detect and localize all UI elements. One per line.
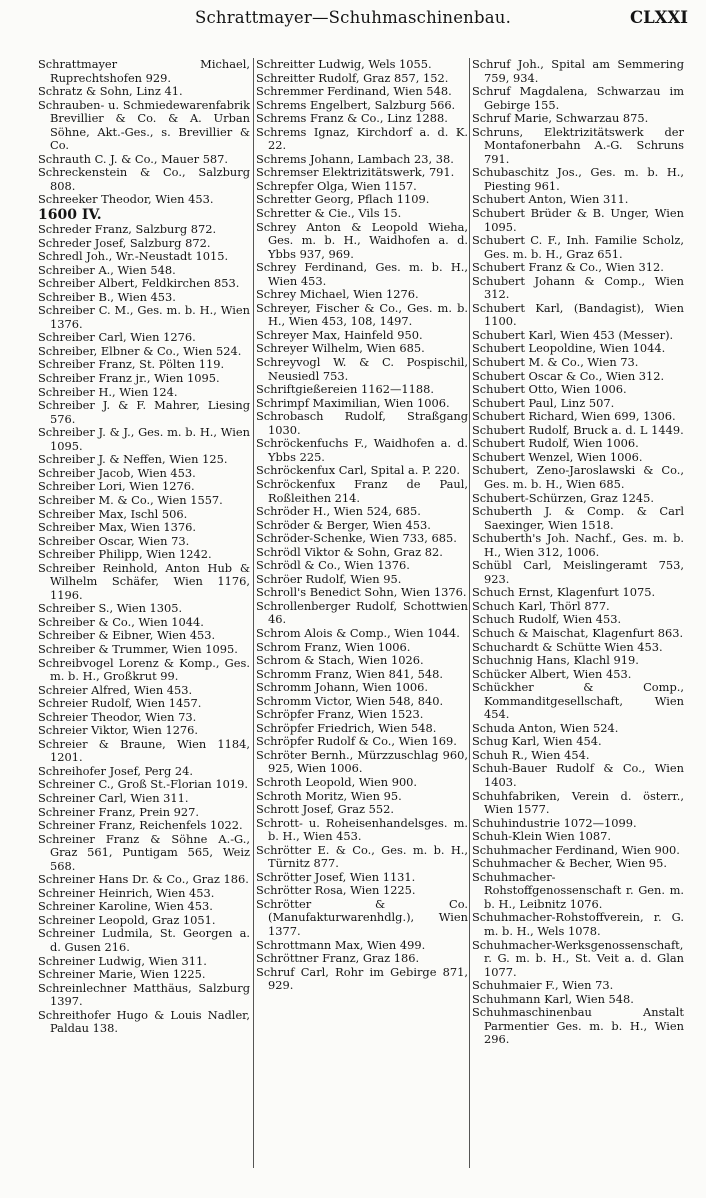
directory-entry: Schröter Bernh., Mürzzuschlag 960, 925, Wien 1006.: [256, 747, 468, 776]
directory-entry: Schubert Paul, Linz 507.: [472, 395, 615, 410]
directory-entry: Schücker Albert, Wien 453.: [472, 666, 632, 681]
directory-entry: Schruf Carl, Rohr im Gebirge 871, 929.: [256, 964, 468, 993]
directory-entry: Schroth Leopold, Wien 900.: [256, 774, 418, 789]
directory-entry: Schrötter E. & Co., Ges. m. b. H., Türnitz 877.: [256, 842, 468, 871]
directory-entry: Schreiber, Elbner & Co., Wien 524.: [38, 343, 242, 358]
directory-entry: Schrom Alois & Comp., Wien 1044.: [256, 625, 460, 640]
directory-entry: Schreiber Reinhold, Anton Hub & Wilhelm Schäfer, Wien 1176, 1196.: [38, 560, 250, 602]
directory-entry: Schrottmann Max, Wien 499.: [256, 937, 426, 952]
directory-entry: Schreiber Jacob, Wien 453.: [38, 465, 196, 480]
directory-entry: Schrems Johann, Lambach 23, 38.: [256, 151, 454, 166]
directory-entry: Schuch Karl, Thörl 877.: [472, 598, 610, 613]
directory-entry: Schubert Rudolf, Bruck a. d. L 1449.: [472, 422, 684, 437]
directory-entry: Schuhmacher-Rohstoffverein, r. G. m. b. H., Wels 1078.: [472, 910, 684, 938]
directory-entry: Schubert Rudolf, Wien 1006.: [472, 436, 639, 451]
directory-entry: Schreiber Carl, Wien 1276.: [38, 330, 196, 345]
directory-entry: Schrott- u. Roheisenhandelsges. m. b. H., Wien 453.: [256, 815, 468, 844]
directory-entry: Schreier Viktor, Wien 1276.: [38, 723, 199, 738]
directory-entry: Schreiber J. & Neffen, Wien 125.: [38, 452, 228, 467]
directory-entry: Schrötter Rosa, Wien 1225.: [256, 883, 416, 898]
directory-entry: Schreinlechner Matthäus, Salzburg 1397.: [38, 980, 250, 1009]
directory-entry: Schreiber & Co., Wien 1044.: [38, 614, 204, 629]
directory-entry: Schröer Rudolf, Wien 95.: [256, 571, 402, 586]
directory-entry: Schroth Moritz, Wien 95.: [256, 788, 402, 803]
directory-entry: Schreyer, Fischer & Co., Ges. m. b. H., Wien 453, 108, 1497.: [256, 300, 468, 329]
directory-entry: Schreiner Karoline, Wien 453.: [38, 899, 213, 914]
directory-entry: Schuhmacher-Werksgenossenschaft, r. G. m. b. H., St. Veit a. d. Glan 1077.: [472, 937, 684, 979]
column-divider: [469, 58, 470, 1168]
directory-entry: Schreiber & Eibner, Wien 453.: [38, 628, 216, 643]
directory-entry: Schreibvogel Lorenz & Komp., Ges. m. b. H., Großkrut 99.: [38, 655, 250, 684]
directory-entry: Schreiber J. & F. Mahrer, Liesing 576.: [38, 398, 250, 426]
directory-entry: Schuchnig Hans, Klachl 919.: [472, 653, 639, 668]
directory-entry: Schuhmaschinenbau Anstalt Parmentier Ges. m. b. H., Wien 296.: [472, 1005, 684, 1047]
directory-entry: Schreiber Oscar, Wien 73.: [38, 533, 190, 548]
directory-entry: Schubert M. & Co., Wien 73.: [472, 355, 639, 370]
directory-entry: Schrödl & Co., Wien 1376.: [256, 558, 410, 573]
directory-entry: Schrey Michael, Wien 1276.: [256, 287, 419, 302]
directory-entry: Schratz & Sohn, Linz 41.: [38, 84, 183, 99]
directory-entry: Schrepfer Olga, Wien 1157.: [256, 178, 417, 193]
directory-entry: Schrey Ferdinand, Ges. m. b. H., Wien 453.: [256, 260, 468, 288]
directory-entry: Schroll's Benedict Sohn, Wien 1376.: [256, 585, 467, 600]
directory-entry: Schruf Joh., Spital am Semmering 759, 934.: [472, 57, 684, 85]
directory-entry: Schubert Anton, Wien 311.: [472, 192, 629, 207]
directory-entry: Schreiber Lori, Wien 1276.: [38, 479, 195, 494]
directory-entry: Schreckenstein & Co., Salzburg 808.: [38, 165, 250, 193]
directory-entry: Schreiner Marie, Wien 1225.: [38, 967, 206, 982]
directory-entry: Schromm Johann, Wien 1006.: [256, 680, 428, 695]
directory-entry: Schriftgießereien 1162—1188.: [256, 382, 434, 397]
directory-entry: Schreeker Theodor, Wien 453.: [38, 192, 214, 207]
directory-entry: Schreier Alfred, Wien 453.: [38, 682, 193, 697]
directory-entry: Schröpfer Franz, Wien 1523.: [256, 707, 424, 722]
directory-entry: Schreiber A., Wien 548.: [38, 262, 176, 277]
directory-entry: Schrötter & Co. (Manufakturwarenhdlg.), Wien 1377.: [256, 896, 468, 938]
directory-entry: Schreiber Franz jr., Wien 1095.: [38, 371, 220, 386]
directory-entry: Schreiber B., Wien 453.: [38, 289, 176, 304]
directory-entry: Schubaschitz Jos., Ges. m. b. H., Piesting 961.: [472, 165, 684, 193]
directory-entry: Schreiber H., Wien 124.: [38, 384, 178, 399]
directory-entry: Schreiber & Trummer, Wien 1095.: [38, 641, 238, 656]
directory-entry: Schückher & Comp., Kommanditgesellschaft, Wien 454.: [472, 680, 684, 722]
directory-entry: Schubert, Zeno-Jaroslawski & Co., Ges. m. b. H., Wien 685.: [472, 463, 684, 491]
directory-entry: Schrom Franz, Wien 1006.: [256, 639, 411, 654]
directory-entry: Schrattmayer Michael, Ruprechtshofen 929.: [38, 57, 250, 85]
column-2: [256, 58, 468, 993]
directory-entry: Schröckenfuchs F., Waidhofen a. d. Ybbs 225.: [256, 436, 468, 464]
directory-entry: Schubert Johann & Comp., Wien 312.: [472, 273, 684, 302]
directory-entry: Schubert Wenzel, Wien 1006.: [472, 449, 643, 464]
directory-entry: Schremmer Ferdinand, Wien 548.: [256, 84, 452, 99]
directory-entry: Schreier & Braune, Wien 1184, 1201.: [38, 736, 250, 765]
directory-entry: Schuhmaier F., Wien 73.: [472, 978, 614, 993]
directory-entry: Schuchardt & Schütte Wien 453.: [472, 639, 663, 654]
directory-entry: Schreiner Hans Dr. & Co., Graz 186.: [38, 872, 249, 887]
directory-entry: Schröckenfux Carl, Spital a. P. 220.: [256, 463, 460, 478]
directory-entry: Schug Karl, Wien 454.: [472, 734, 602, 749]
directory-entry: Schröder & Berger, Wien 453.: [256, 517, 431, 532]
directory-entry: Schuda Anton, Wien 524.: [472, 720, 619, 735]
directory-entry: Schreiner Franz, Prein 927.: [38, 804, 200, 819]
directory-entry: Schuberth J. & Comp. & Carl Saexinger, Wien 1518.: [472, 504, 684, 532]
column-divider: [253, 58, 254, 1168]
directory-entry: Schrom & Stach, Wien 1026.: [256, 653, 424, 668]
directory-entry: Schrauth C. J. & Co., Mauer 587.: [38, 151, 229, 166]
directory-entry: Schuhmacher & Becher, Wien 95.: [472, 856, 668, 871]
directory-entry: Schreiner Ludwig, Wien 311.: [38, 953, 207, 968]
directory-entry: Schubert-Schürzen, Graz 1245.: [472, 490, 654, 505]
directory-entry: Schrobasch Rudolf, Straßgang 1030.: [256, 409, 468, 437]
column-1: [38, 58, 250, 1036]
directory-entry: Schreiner Leopold, Graz 1051.: [38, 912, 216, 927]
directory-entry: Schrödl Viktor & Sohn, Graz 82.: [256, 544, 443, 559]
directory-entry: Schuhmacher Ferdinand, Wien 900.: [472, 842, 680, 857]
directory-entry: Schretter Georg, Pflach 1109.: [256, 192, 430, 207]
directory-entry: Schubert Otto, Wien 1006.: [472, 382, 627, 397]
telephone-exchange-heading: 1600 IV.: [38, 207, 102, 224]
directory-entry: Schuh R., Wien 454.: [472, 747, 590, 762]
directory-entry: Schuch & Maischat, Klagenfurt 863.: [472, 625, 684, 640]
directory-entry: Schreiber Franz, St. Pölten 119.: [38, 357, 225, 372]
directory-entry: Schreitter Rudolf, Graz 857, 152.: [256, 70, 449, 85]
directory-entry: Schremser Elektrizitätswerk, 791.: [256, 165, 455, 180]
directory-entry: Schruf Magdalena, Schwarzau im Gebirge 155.: [472, 84, 684, 112]
directory-entry: Schreiner Carl, Wien 311.: [38, 790, 189, 805]
page-header: [0, 6, 706, 34]
directory-entry: Schreiner C., Groß St.-Florian 1019.: [38, 777, 248, 792]
directory-entry: Schröpfer Rudolf & Co., Wien 169.: [256, 734, 457, 749]
directory-entry: Schübl Carl, Meislingeramt 753, 923.: [472, 558, 684, 586]
directory-entry: Schubert C. F., Inh. Familie Scholz, Ges. m. b. H., Graz 651.: [472, 233, 684, 261]
directory-entry: Schröder-Schenke, Wien 733, 685.: [256, 531, 457, 546]
directory-entry: Schuhindustrie 1072—1099.: [472, 815, 637, 830]
directory-entry: Schreiber Max, Ischl 506.: [38, 506, 188, 521]
directory-entry: Schuhmann Karl, Wien 548.: [472, 991, 634, 1006]
directory-entry: Schrems Engelbert, Salzburg 566.: [256, 97, 456, 112]
directory-entry: Schuch Rudolf, Wien 453.: [472, 612, 622, 627]
directory-entry: Schrott Josef, Graz 552.: [256, 802, 394, 817]
column-3: [472, 58, 684, 1047]
directory-entry: Schrems Franz & Co., Linz 1288.: [256, 111, 448, 126]
directory-entry: Schubert Karl, Wien 453 (Messer).: [472, 327, 674, 342]
directory-entry: Schreiber Max, Wien 1376.: [38, 520, 197, 535]
directory-entry: Schubert Karl, (Bandagist), Wien 1100.: [472, 300, 684, 329]
directory-entry: Schreiber M. & Co., Wien 1557.: [38, 492, 223, 507]
directory-entry: Schreiber Philipp, Wien 1242.: [38, 547, 212, 562]
directory-entry: Schrems Ignaz, Kirchdorf a. d. K. 22.: [256, 124, 468, 153]
directory-entry: Schrötter Josef, Wien 1131.: [256, 869, 416, 884]
directory-entry: Schrimpf Maximilian, Wien 1006.: [256, 395, 450, 410]
directory-entry: Schröttner Franz, Graz 186.: [256, 951, 420, 966]
directory-entry: Schreiner Franz, Reichenfels 1022.: [38, 818, 243, 833]
directory-entry: Schrauben- u. Schmiedewarenfabrik Brevillier & Co. & A. Urban Söhne, Akt.-Ges., s. Brevillier & Co.: [38, 97, 250, 153]
directory-entry: Schreiner Heinrich, Wien 453.: [38, 885, 215, 900]
directory-entry: Schreiber C. M., Ges. m. b. H., Wien 1376.: [38, 303, 250, 331]
running-title: Schrattmayer—Schuhmaschinenbau.: [194, 8, 512, 27]
directory-entry: Schreithofer Hugo & Louis Nadler, Paldau 138.: [38, 1007, 250, 1036]
directory-entry: Schuh-Klein Wien 1087.: [472, 829, 611, 844]
directory-entry: Schubert Oscar & Co., Wien 312.: [472, 368, 665, 383]
directory-entry: Schuhmacher-Rohstoffgenossenschaft r. Gen. m. b. H., Leibnitz 1076.: [472, 869, 684, 911]
directory-entry: Schreiner Franz & Söhne A.-G., Graz 561, Puntigam 565, Weiz 568.: [38, 831, 250, 873]
directory-entry: Schreder Josef, Salzburg 872.: [38, 235, 211, 250]
directory-entry: Schromm Victor, Wien 548, 840.: [256, 693, 444, 708]
directory-entry: Schreyer Wilhelm, Wien 685.: [256, 341, 425, 356]
directory-entry: Schröckenfux Franz de Paul, Roßleithen 214.: [256, 476, 468, 505]
directory-entry: Schrollenberger Rudolf, Schottwien 46.: [256, 598, 468, 627]
directory-entry: Schubert Franz & Co., Wien 312.: [472, 260, 664, 275]
directory-entry: Schredl Joh., Wr.-Neustadt 1015.: [38, 249, 229, 264]
directory-entry: Schuch Ernst, Klagenfurt 1075.: [472, 585, 656, 600]
directory-entry: Schuh-Bauer Rudolf & Co., Wien 1403.: [472, 761, 684, 789]
directory-entry: Schubert Richard, Wien 699, 1306.: [472, 409, 676, 424]
directory-entry: Schruf Marie, Schwarzau 875.: [472, 111, 649, 126]
directory-entry: Schretter & Cie., Vils 15.: [256, 206, 402, 221]
directory-entry: Schreihofer Josef, Perg 24.: [38, 763, 193, 778]
directory-entry: Schröpfer Friedrich, Wien 548.: [256, 720, 437, 735]
directory-entry: Schreier Rudolf, Wien 1457.: [38, 696, 202, 711]
directory-entry: Schreier Theodor, Wien 73.: [38, 709, 197, 724]
directory-entry: Schreder Franz, Salzburg 872.: [38, 222, 217, 237]
directory-entry: Schreyer Max, Hainfeld 950.: [256, 327, 423, 342]
directory-entry: Schreiber J. & J., Ges. m. b. H., Wien 1095.: [38, 425, 250, 453]
directory-entry: Schromm Franz, Wien 841, 548.: [256, 666, 443, 681]
directory-entry: Schreyvogl W. & C. Pospischil, Neusiedl 753.: [256, 355, 468, 383]
page-number: CLXXI: [629, 8, 688, 27]
directory-entry: Schuhfabriken, Verein d. österr., Wien 1577.: [472, 788, 684, 817]
directory-entry: Schubert Leopoldine, Wien 1044.: [472, 341, 666, 356]
directory-entry: Schreiner Ludmila, St. Georgen a. d. Gusen 216.: [38, 926, 250, 954]
directory-entry: Schreitter Ludwig, Wels 1055.: [256, 57, 432, 71]
directory-entry: Schreiber Albert, Feldkirchen 853.: [38, 276, 240, 291]
directory-entry: Schrey Anton & Leopold Wieha, Ges. m. b. H., Waidhofen a. d. Ybbs 937, 969.: [256, 219, 468, 261]
directory-entry: Schruns, Elektrizitätswerk der Montafonerbahn A.-G. Schruns 791.: [472, 124, 684, 166]
directory-entry: Schröder H., Wien 524, 685.: [256, 504, 421, 519]
directory-entry: Schubert Brüder & B. Unger, Wien 1095.: [472, 206, 684, 234]
directory-entry: Schreiber S., Wien 1305.: [38, 601, 183, 616]
directory-entry: Schuberth's Joh. Nachf., Ges. m. b. H., Wien 312, 1006.: [472, 531, 684, 559]
